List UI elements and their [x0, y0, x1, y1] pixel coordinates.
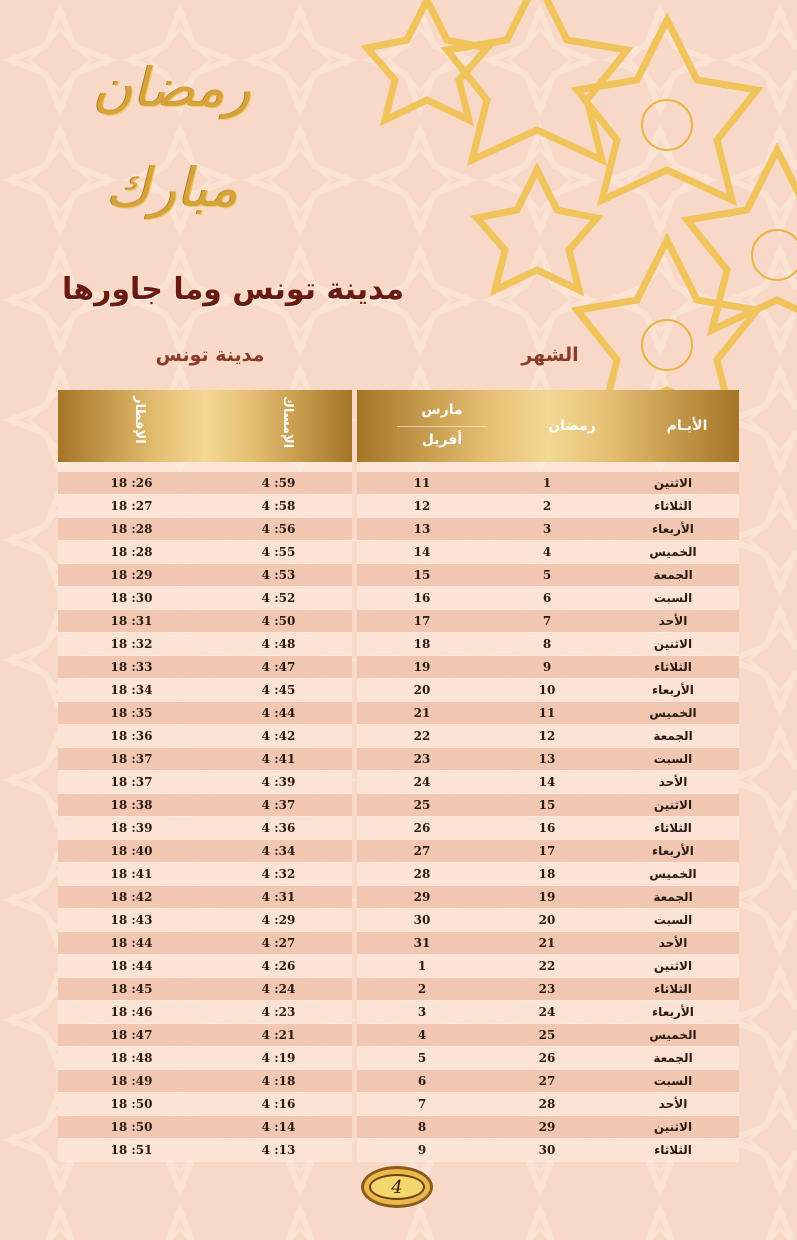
weekday: الأحد [658, 936, 688, 950]
weekday: الثلاثاء [654, 499, 692, 513]
times-row [58, 840, 352, 862]
weekday: الاثنين [653, 476, 693, 490]
times-panel [58, 390, 352, 1162]
dates-row [357, 840, 739, 862]
ramadan-day: 21 [538, 936, 556, 950]
page-number-badge [361, 1166, 433, 1208]
ramadan-day: 27 [538, 1074, 556, 1088]
iftar-time: 18 :28 [110, 522, 153, 536]
weekday: الأربعاء [652, 683, 694, 697]
iftar-time: 18 :44 [110, 936, 153, 950]
dates-rows [357, 472, 739, 1161]
ramadan-day: 24 [538, 1005, 556, 1019]
imsak-time: 4 :26 [261, 959, 296, 973]
times-row [58, 771, 352, 793]
header-april: أفريل [421, 432, 463, 448]
page-title: مدينة تونس وما جاورها [62, 272, 405, 307]
imsak-time: 4 :42 [261, 729, 296, 743]
header-separator [397, 426, 487, 427]
gregorian-day: 31 [413, 936, 431, 950]
dates-row [357, 955, 739, 977]
imsak-time: 4 :50 [261, 614, 296, 628]
iftar-time: 18 :49 [110, 1074, 153, 1088]
iftar-time: 18 :50 [110, 1097, 153, 1111]
weekday: الثلاثاء [654, 821, 692, 835]
times-row [58, 679, 352, 701]
weekday: الثلاثاء [654, 660, 692, 674]
imsak-time: 4 :14 [261, 1120, 296, 1134]
ramadan-day: 3 [542, 522, 552, 536]
ramadan-day: 16 [538, 821, 556, 835]
iftar-time: 18 :50 [110, 1120, 153, 1134]
imsak-time: 4 :24 [261, 982, 296, 996]
dates-header [357, 390, 739, 462]
imsak-time: 4 :41 [261, 752, 296, 766]
gregorian-day: 22 [413, 729, 431, 743]
dates-row [357, 909, 739, 931]
imsak-time: 4 :34 [261, 844, 296, 858]
weekday: الخميس [649, 1028, 697, 1042]
ramadan-day: 18 [538, 867, 556, 881]
ramadan-day: 6 [542, 591, 552, 605]
ramadan-day: 7 [542, 614, 552, 628]
times-row [58, 587, 352, 609]
iftar-time: 18 :32 [110, 637, 153, 651]
imsak-time: 4 :37 [261, 798, 296, 812]
weekday: الثلاثاء [654, 1143, 692, 1157]
iftar-time: 18 :33 [110, 660, 153, 674]
imsak-time: 4 :29 [261, 913, 296, 927]
gregorian-day: 11 [413, 476, 431, 490]
iftar-time: 18 :48 [110, 1051, 153, 1065]
times-row [58, 1024, 352, 1046]
gregorian-day: 19 [413, 660, 431, 674]
dates-row [357, 1093, 739, 1115]
weekday: الأحد [658, 614, 688, 628]
imsak-time: 4 :45 [261, 683, 296, 697]
times-row [58, 495, 352, 517]
dates-row [357, 1001, 739, 1023]
imsak-time: 4 :55 [261, 545, 296, 559]
weekday: الأربعاء [652, 522, 694, 536]
gregorian-day: 18 [413, 637, 431, 651]
times-row [58, 817, 352, 839]
ramadan-day: 5 [542, 568, 552, 582]
iftar-time: 18 :47 [110, 1028, 153, 1042]
gregorian-day: 25 [413, 798, 431, 812]
header-ramadan: رمضان [548, 418, 596, 434]
iftar-time: 18 :35 [110, 706, 153, 720]
dates-row [357, 541, 739, 563]
iftar-time: 18 :34 [110, 683, 153, 697]
ramadan-day: 11 [538, 706, 556, 720]
dates-row [357, 1139, 739, 1161]
weekday: الاثنين [653, 798, 693, 812]
imsak-time: 4 :19 [261, 1051, 296, 1065]
header-march: مارس [421, 402, 463, 418]
ramadan-day: 23 [538, 982, 556, 996]
times-row [58, 656, 352, 678]
times-row [58, 1070, 352, 1092]
imsak-time: 4 :16 [261, 1097, 296, 1111]
imsak-time: 4 :27 [261, 936, 296, 950]
times-row [58, 863, 352, 885]
iftar-time: 18 :51 [110, 1143, 153, 1157]
gregorian-day: 21 [413, 706, 431, 720]
weekday: الاثنين [653, 1120, 693, 1134]
times-row [58, 1001, 352, 1023]
imsak-time: 4 :18 [261, 1074, 296, 1088]
times-row [58, 909, 352, 931]
header-imsak: الإمساك [280, 396, 295, 449]
imsak-time: 4 :53 [261, 568, 296, 582]
ramadan-day: 8 [542, 637, 552, 651]
dates-row [357, 495, 739, 517]
ramadan-mubarak-logo: رمضان مبارك [93, 56, 251, 219]
times-row [58, 886, 352, 908]
dates-row [357, 518, 739, 540]
times-header [58, 390, 352, 462]
gregorian-day: 1 [417, 959, 427, 973]
times-row [58, 1047, 352, 1069]
ramadan-day: 30 [538, 1143, 556, 1157]
ramadan-day: 12 [538, 729, 556, 743]
page-number: 4 [369, 1174, 425, 1200]
times-row [58, 725, 352, 747]
weekday: السبت [653, 591, 693, 605]
imsak-time: 4 :21 [261, 1028, 296, 1042]
times-row [58, 472, 352, 494]
weekday: السبت [653, 752, 693, 766]
ramadan-day: 10 [538, 683, 556, 697]
ramadan-day: 14 [538, 775, 556, 789]
dates-row [357, 886, 739, 908]
times-row [58, 932, 352, 954]
imsak-time: 4 :36 [261, 821, 296, 835]
iftar-time: 18 :45 [110, 982, 153, 996]
iftar-time: 18 :43 [110, 913, 153, 927]
imsak-time: 4 :39 [261, 775, 296, 789]
weekday: الأربعاء [652, 844, 694, 858]
dates-row [357, 817, 739, 839]
iftar-time: 18 :46 [110, 1005, 153, 1019]
iftar-time: 18 :37 [110, 752, 153, 766]
gregorian-day: 12 [413, 499, 431, 513]
dates-row [357, 610, 739, 632]
imsak-time: 4 :47 [261, 660, 296, 674]
weekday: الجمعة [653, 729, 693, 743]
iftar-time: 18 :37 [110, 775, 153, 789]
ramadan-day: 25 [538, 1028, 556, 1042]
gregorian-day: 27 [413, 844, 431, 858]
dates-row [357, 702, 739, 724]
iftar-time: 18 :26 [110, 476, 153, 490]
gregorian-day: 30 [413, 913, 431, 927]
dates-row [357, 748, 739, 770]
month-heading: الشهر [521, 344, 579, 366]
gregorian-day: 15 [413, 568, 431, 582]
times-row [58, 518, 352, 540]
weekday: الاثنين [653, 959, 693, 973]
weekday: الجمعة [653, 1051, 693, 1065]
iftar-time: 18 :28 [110, 545, 153, 559]
ramadan-day: 4 [542, 545, 552, 559]
iftar-time: 18 :38 [110, 798, 153, 812]
gregorian-day: 4 [417, 1028, 427, 1042]
corner-ornament [337, 0, 797, 400]
imsak-time: 4 :31 [261, 890, 296, 904]
ramadan-day: 9 [542, 660, 552, 674]
gregorian-day: 13 [413, 522, 431, 536]
times-row [58, 794, 352, 816]
ramadan-day: 28 [538, 1097, 556, 1111]
dates-row [357, 633, 739, 655]
times-row [58, 1139, 352, 1161]
ramadan-day: 17 [538, 844, 556, 858]
iftar-time: 18 :39 [110, 821, 153, 835]
imsak-time: 4 :52 [261, 591, 296, 605]
times-row [58, 748, 352, 770]
dates-row [357, 564, 739, 586]
dates-row [357, 1047, 739, 1069]
header-days: الأيـام [666, 418, 708, 434]
gregorian-day: 20 [413, 683, 431, 697]
iftar-time: 18 :41 [110, 867, 153, 881]
times-row [58, 1116, 352, 1138]
iftar-time: 18 :42 [110, 890, 153, 904]
weekday: الأحد [658, 1097, 688, 1111]
iftar-time: 18 :27 [110, 499, 153, 513]
times-row [58, 978, 352, 1000]
ramadan-day: 13 [538, 752, 556, 766]
times-row [58, 1093, 352, 1115]
ramadan-day: 2 [542, 499, 552, 513]
iftar-time: 18 :40 [110, 844, 153, 858]
times-row [58, 564, 352, 586]
iftar-time: 18 :31 [110, 614, 153, 628]
dates-row [357, 1070, 739, 1092]
dates-row [357, 472, 739, 494]
weekday: الأربعاء [652, 1005, 694, 1019]
gregorian-day: 2 [417, 982, 427, 996]
iftar-time: 18 :29 [110, 568, 153, 582]
times-rows [58, 472, 352, 1161]
times-row [58, 610, 352, 632]
ramadan-day: 19 [538, 890, 556, 904]
dates-row [357, 679, 739, 701]
dates-row [357, 794, 739, 816]
weekday: الأحد [658, 775, 688, 789]
imsak-time: 4 :48 [261, 637, 296, 651]
weekday: الخميس [649, 545, 697, 559]
weekday: الخميس [649, 706, 697, 720]
times-row [58, 541, 352, 563]
gregorian-day: 24 [413, 775, 431, 789]
gregorian-day: 29 [413, 890, 431, 904]
dates-row [357, 1024, 739, 1046]
dates-row [357, 1116, 739, 1138]
gregorian-day: 16 [413, 591, 431, 605]
weekday: السبت [653, 913, 693, 927]
ramadan-day: 20 [538, 913, 556, 927]
dates-row [357, 978, 739, 1000]
dates-row [357, 863, 739, 885]
header-iftar: الإفطار [132, 396, 147, 444]
dates-row [357, 771, 739, 793]
gregorian-day: 5 [417, 1051, 427, 1065]
gregorian-day: 23 [413, 752, 431, 766]
gregorian-day: 9 [417, 1143, 427, 1157]
weekday: الثلاثاء [654, 982, 692, 996]
imsak-time: 4 :59 [261, 476, 296, 490]
gregorian-day: 7 [417, 1097, 427, 1111]
imsak-time: 4 :56 [261, 522, 296, 536]
dates-panel [357, 390, 739, 1162]
gregorian-day: 8 [417, 1120, 427, 1134]
ramadan-day: 22 [538, 959, 556, 973]
gregorian-day: 3 [417, 1005, 427, 1019]
weekday: الخميس [649, 867, 697, 881]
weekday: السبت [653, 1074, 693, 1088]
gregorian-day: 26 [413, 821, 431, 835]
weekday: الجمعة [653, 568, 693, 582]
ramadan-day: 15 [538, 798, 556, 812]
weekday: الجمعة [653, 890, 693, 904]
dates-row [357, 656, 739, 678]
ramadan-day: 26 [538, 1051, 556, 1065]
iftar-time: 18 :36 [110, 729, 153, 743]
dates-row [357, 725, 739, 747]
gregorian-day: 17 [413, 614, 431, 628]
imsak-time: 4 :32 [261, 867, 296, 881]
gregorian-day: 14 [413, 545, 431, 559]
weekday: الاثنين [653, 637, 693, 651]
dates-row [357, 932, 739, 954]
imsak-time: 4 :23 [261, 1005, 296, 1019]
imsak-time: 4 :44 [261, 706, 296, 720]
ramadan-day: 1 [542, 476, 552, 490]
iftar-time: 18 :44 [110, 959, 153, 973]
gregorian-day: 28 [413, 867, 431, 881]
iftar-time: 18 :30 [110, 591, 153, 605]
times-row [58, 702, 352, 724]
times-row [58, 955, 352, 977]
gregorian-day: 6 [417, 1074, 427, 1088]
imsak-time: 4 :58 [261, 499, 296, 513]
ramadan-day: 29 [538, 1120, 556, 1134]
dates-row [357, 587, 739, 609]
times-row [58, 633, 352, 655]
imsak-time: 4 :13 [261, 1143, 296, 1157]
city-heading: مدينة تونس [155, 344, 265, 366]
